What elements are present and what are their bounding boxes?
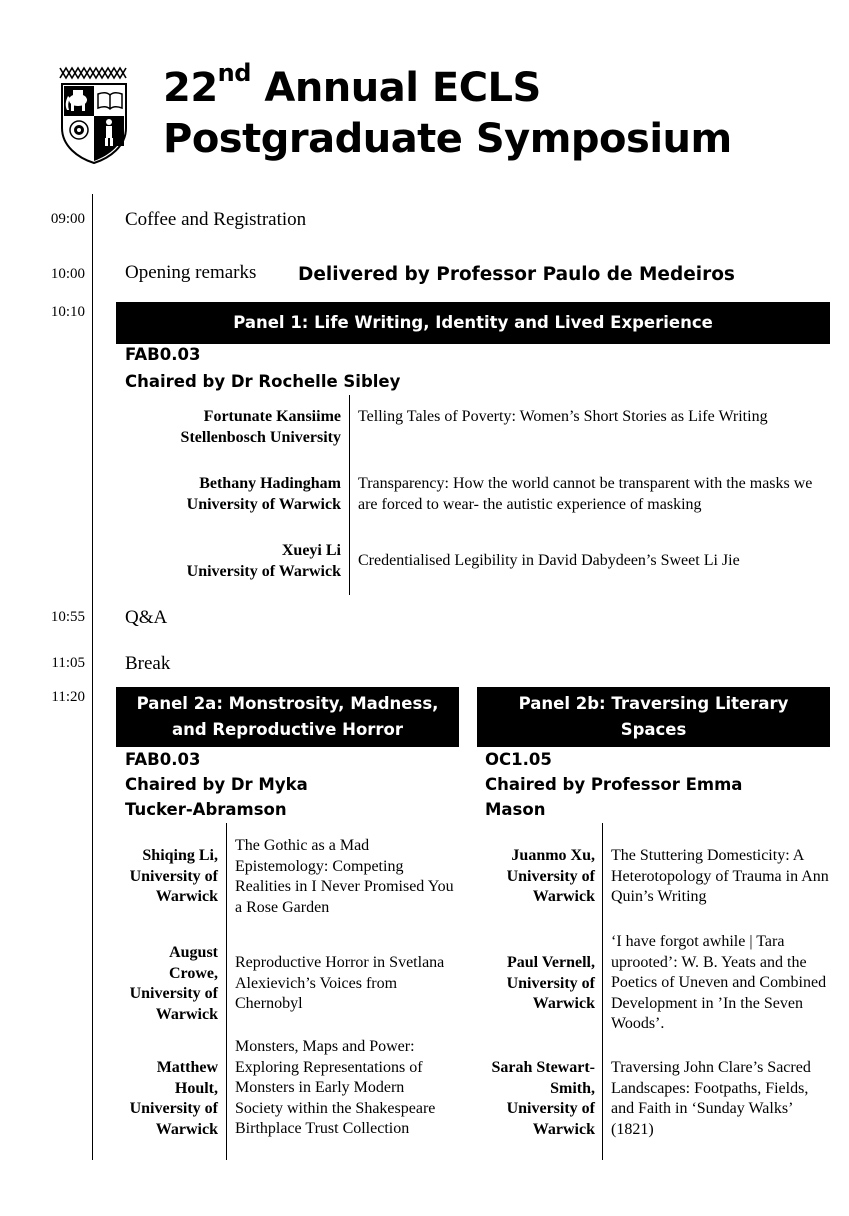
panel-2a-talk-title: Reproductive Horror in Svetlana Alexievich’s Voices from Chernobyl [235, 954, 445, 1012]
panel-2b-banner: Panel 2b: Traversing Literary Spaces [477, 687, 830, 747]
time-coffee: 09:00 [50, 211, 85, 227]
panel-2b-speaker: Sarah Stewart-Smith, University of Warwick [491, 1059, 595, 1138]
panel-2b-speaker: Paul Vernell, University of Warwick [506, 954, 595, 1012]
speaker-affiliation: Stellenbosch University [180, 428, 341, 446]
panel-2b-divider [602, 823, 603, 1160]
panel-2b-talk-title: ‘I have forgot awhile | Tara uprooted’: W. B. Yeats and the Poetics of Uneven and Combined Development in ’In the Seven Woods’. [611, 933, 827, 1032]
opening-speaker: Delivered by Professor Paulo de Medeiros [298, 264, 735, 285]
time-qa: 10:55 [50, 609, 85, 625]
panel-2b-speaker: Juanmo Xu, University of Warwick [506, 847, 595, 905]
title-number: 22 [163, 65, 218, 111]
panel-1-chair: Chaired by Dr Rochelle Sibley [125, 372, 401, 391]
panel-2b-room: OC1.05 [485, 750, 552, 769]
panel-1-speaker [120, 407, 341, 448]
panel-2a-talk-title: Monsters, Maps and Power: Exploring Representations of Monsters in Early Modern Society within the Shakespeare Birthplace Trust Collection [235, 1038, 436, 1137]
panel-1-talk-title: Telling Tales of Poverty: Women’s Short Stories as Life Writing [358, 408, 768, 425]
speaker-name: Fortunate Kansiime [203, 408, 341, 425]
panel-1-speaker [120, 541, 341, 582]
panel-1-room: FAB0.03 [125, 345, 201, 364]
event-break: Break [125, 653, 171, 674]
speaker-affiliation: University of Warwick [186, 562, 341, 580]
panel-2a-speaker: Matthew Hoult, University of Warwick [129, 1059, 218, 1138]
panel-2a-divider [226, 823, 227, 1160]
panel-1-talk-title: Credentialised Legibility in David Dabydeen’s Sweet Li Jie [358, 552, 740, 569]
speaker-affiliation: University of Warwick [186, 495, 341, 513]
panel-2a-banner: Panel 2a: Monstrosity, Madness, and Reproductive Horror [116, 687, 459, 747]
panel-2a-talk-title: The Gothic as a Mad Epistemology: Competing Realities in I Never Promised You a Rose Garden [235, 837, 454, 916]
time-panel-2: 11:20 [51, 689, 85, 705]
university-crest-icon [58, 66, 130, 164]
panel-1-talk-title: Transparency: How the world cannot be transparent with the masks we are forced to wear- the autistic experience of masking [358, 475, 813, 513]
panel-2b-chair: Chaired by Professor Emma Mason [485, 775, 743, 819]
page-title [163, 59, 541, 112]
panel-2a-chair: Chaired by Dr Myka Tucker-Abramson [125, 775, 308, 819]
panel-1-divider [349, 395, 350, 595]
time-break: 11:05 [51, 655, 85, 671]
panel-2a-room: FAB0.03 [125, 750, 201, 769]
time-panel-1: 10:10 [50, 304, 85, 320]
event-qa: Q&A [125, 607, 168, 628]
page-subtitle: Postgraduate Symposium [163, 116, 732, 162]
speaker-name: Bethany Hadingham [199, 475, 341, 492]
title-rest: Annual ECLS [250, 65, 541, 111]
event-coffee: Coffee and Registration [125, 209, 307, 230]
panel-1-banner: Panel 1: Life Writing, Identity and Lived Experience [116, 302, 830, 344]
title-ordinal: nd [217, 59, 251, 87]
timeline-rule [92, 194, 93, 1160]
panel-2b-talk-title: Traversing John Clare’s Sacred Landscapes: Footpaths, Fields, and Faith in ‘Sunday Walks’ (1821) [611, 1059, 811, 1138]
speaker-name: Xueyi Li [281, 542, 341, 559]
event-opening: Opening remarks [125, 262, 257, 283]
time-opening: 10:00 [50, 266, 85, 282]
panel-1-speaker [120, 474, 341, 515]
panel-2b-talk-title: The Stuttering Domesticity: A Heterotopology of Trauma in Ann Quin’s Writing [611, 847, 829, 905]
panel-2a-speaker: Shiqing Li, University of Warwick [129, 847, 218, 905]
panel-2a-speaker: August Crowe, University of Warwick [129, 944, 218, 1023]
